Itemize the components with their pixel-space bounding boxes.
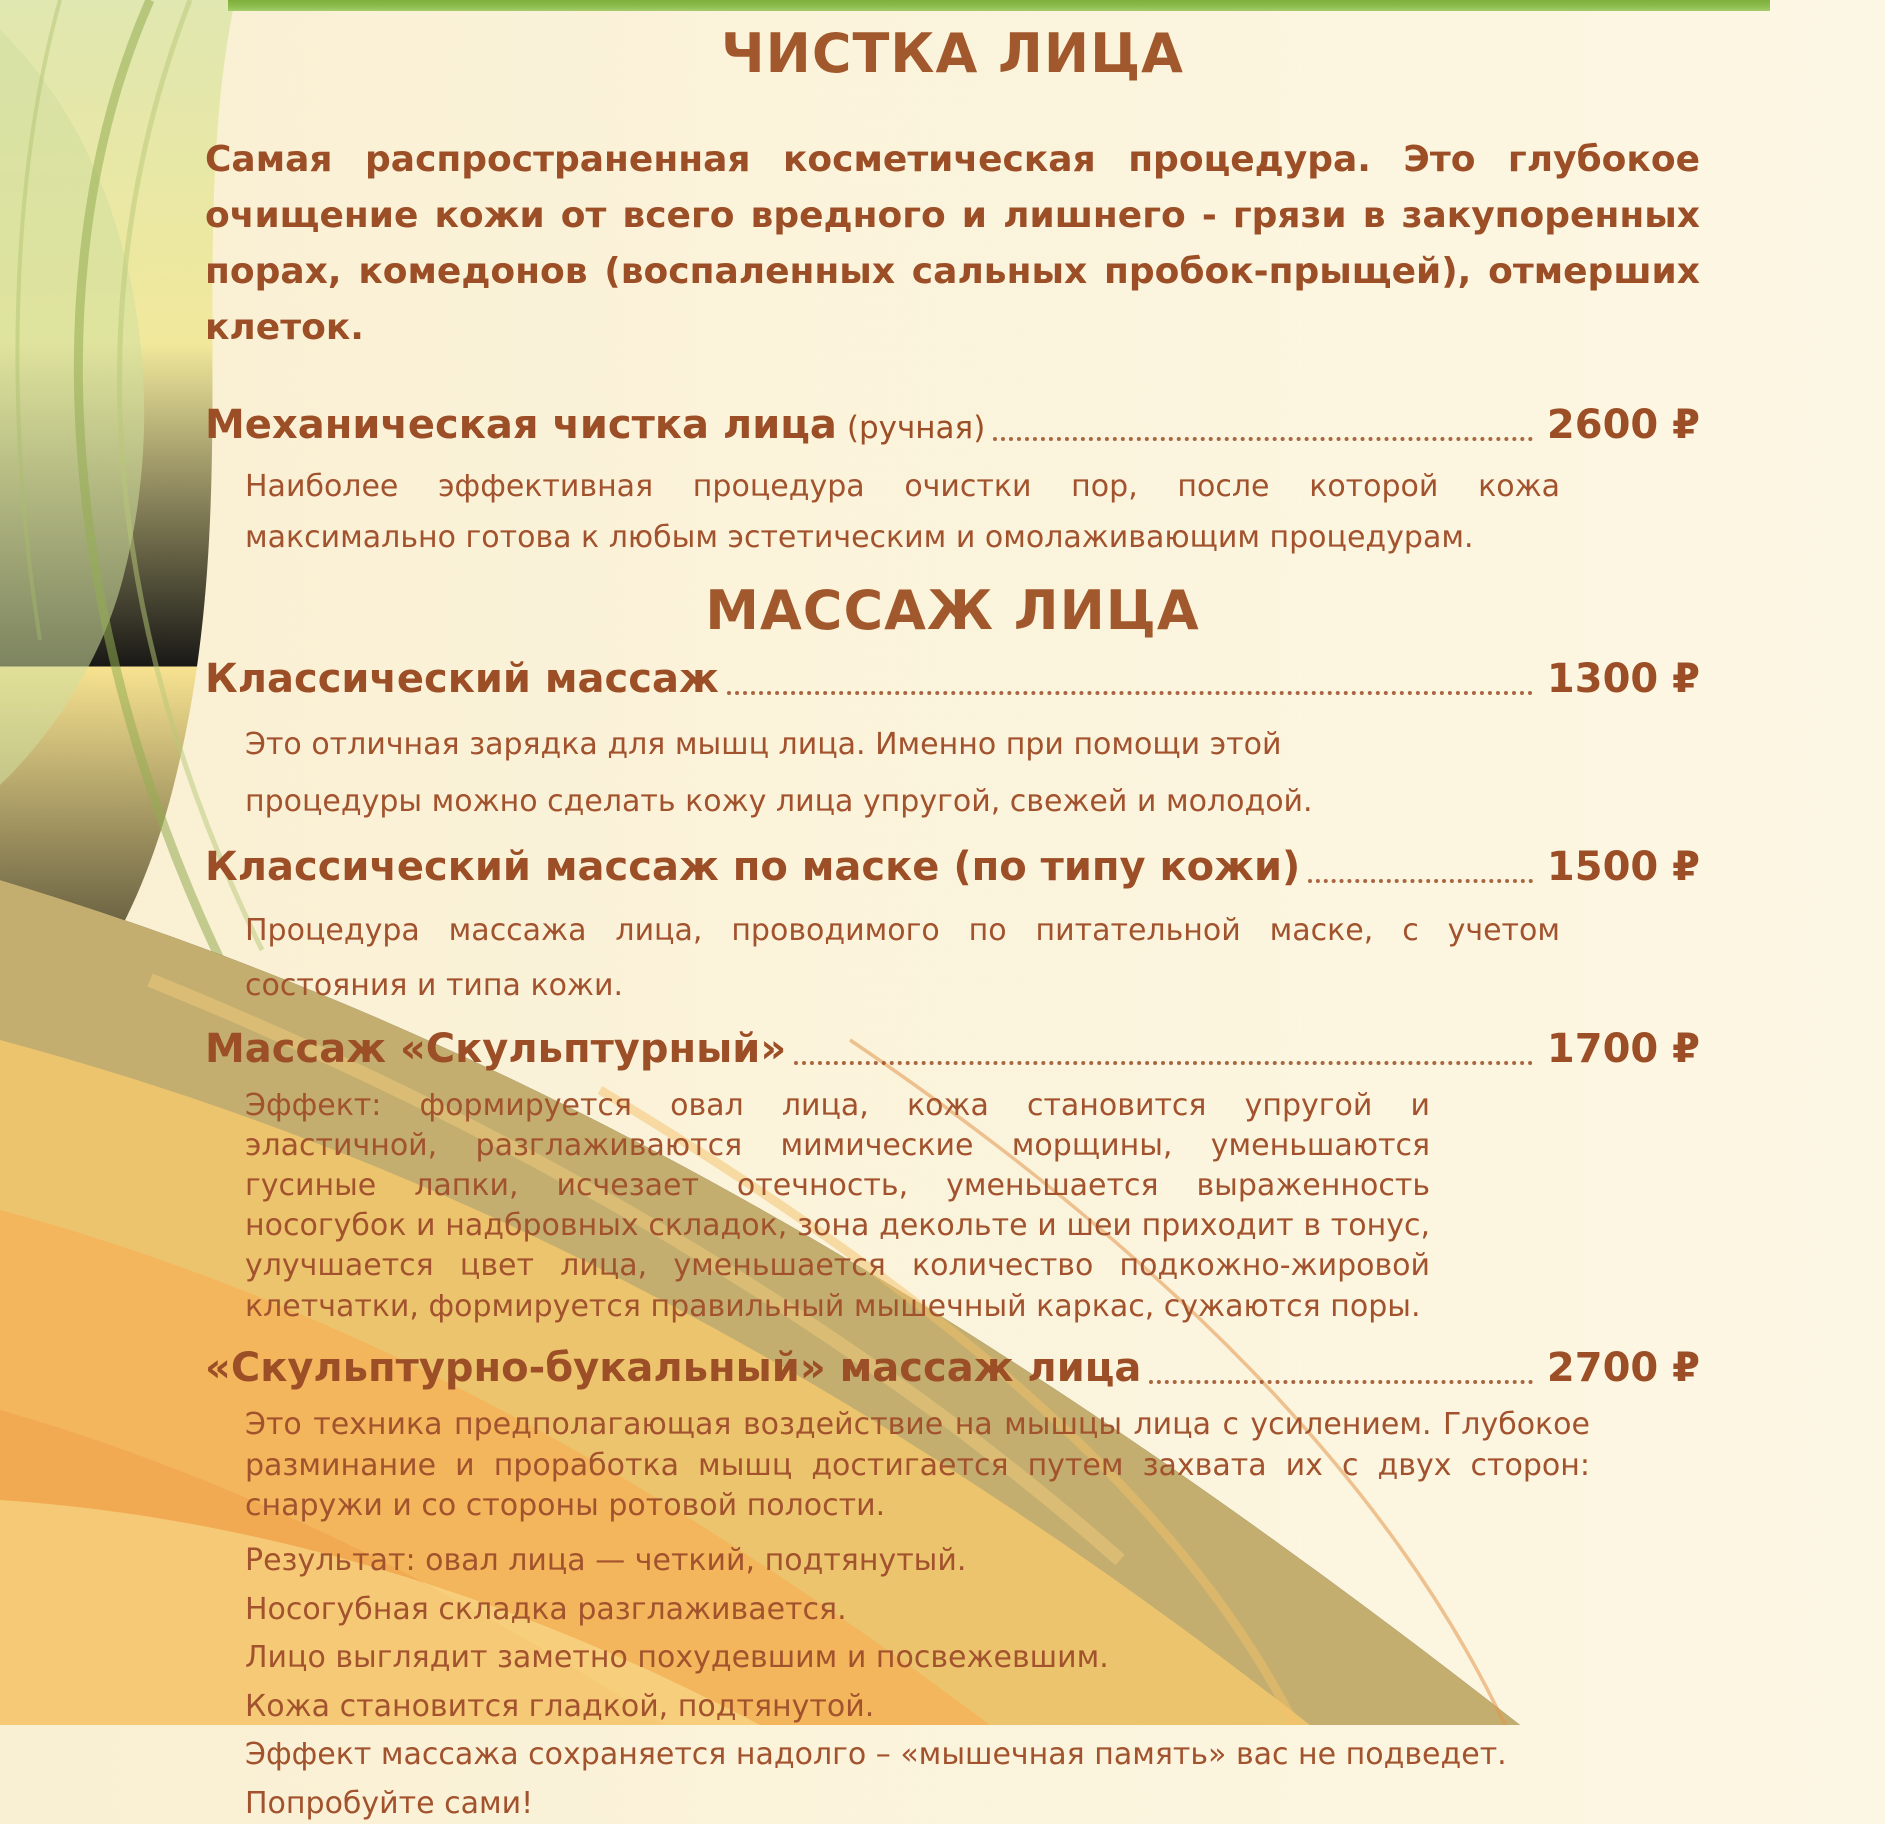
dotted-leader: [794, 1061, 1533, 1065]
item-name: «Скульптурно-букальный» массаж лица: [205, 1344, 1142, 1391]
item-description: Эффект: формируется овал лица, кожа становится упругой и эластичной, разглаживаются мимические морщины, уменьшаются гусиные лапки, исчезает отечность, уменьшается выраженность носогубок и надбровных складок, зона декольте и шеи приходит в тонус, улучшается цвет лица, уменьшается количество подкожно-жировой клетчатки, формируется правильный мышечный каркас, сужаются поры.: [245, 1087, 1430, 1324]
dotted-leader: [1149, 1380, 1533, 1384]
item-name: Массаж «Скульптурный»: [205, 1025, 787, 1072]
dotted-leader: [727, 691, 1533, 695]
item-price: 2700 ₽: [1546, 1344, 1700, 1391]
item-description: Это техника предполагающая воздействие на мышцы лица с усилением. Глубокое разминание и проработка мышц достигается путем захвата их с двух сторон: снаружи и со стороны ротовой полости.: [245, 1406, 1590, 1524]
item-description: Процедура массажа лица, проводимого по питательной маске, с учетом состояния и типа кожи.: [245, 913, 1560, 1003]
result-line: Носогубная складка разглаживается.: [245, 1591, 847, 1627]
top-green-bar: [228, 0, 1770, 11]
result-line: Результат: овал лица — четкий, подтянутый.: [245, 1543, 967, 1579]
item-price: 1700 ₽: [1546, 1025, 1700, 1072]
item-name: Классический массаж по маске (по типу кожи): [205, 844, 1301, 891]
item-price: 1300 ₽: [1546, 656, 1700, 703]
result-line: Лицо выглядит заметно похудевшим и посвежевшим.: [245, 1640, 1109, 1676]
item-description: Это отличная зарядка для мышц лица. Именно при помощи этой процедуры можно сделать кожу лица упругой, свежей и молодой.: [245, 727, 1313, 820]
section-intro-cleansing: Самая распространенная косметическая процедура. Это глубокое очищение кожи от всего вредного и лишнего - грязи в закупоренных порах, комедонов (воспаленных сальных пробок-прыщей), отмерших клеток.: [205, 138, 1700, 348]
result-line: Кожа становится гладкой, подтянутой.: [245, 1688, 875, 1724]
item-description: Наиболее эффективная процедура очистки пор, после которой кожа максимально готова к любым эстетическим и омолаживающим процедурам.: [245, 469, 1560, 555]
dotted-leader: [1308, 879, 1533, 883]
menu-item-classic-massage: [205, 654, 1700, 704]
menu-item-mechanical-cleansing: [205, 400, 1700, 450]
section-heading-massage: МАССАЖ ЛИЦА: [705, 578, 1200, 642]
item-name: Классический массаж: [205, 656, 719, 703]
item-price: 2600 ₽: [1546, 402, 1700, 449]
item-name: Механическая чистка лица: [205, 402, 837, 449]
menu-item-sculptural-buccal-massage: [205, 1343, 1700, 1393]
item-name-suffix: (ручная): [846, 410, 986, 447]
dotted-leader: [993, 437, 1533, 441]
item-result-lines: [205, 1541, 1700, 1824]
menu-item-sculptural-massage: [205, 1024, 1700, 1074]
item-price: 1500 ₽: [1546, 844, 1700, 891]
section-heading-cleansing: ЧИСТКА ЛИЦА: [721, 22, 1184, 85]
result-line: Попробуйте сами!: [245, 1786, 534, 1822]
menu-item-classic-massage-mask: [205, 842, 1700, 892]
result-line: Эффект массажа сохраняется надолго – «мышечная память» вас не подведет.: [245, 1737, 1507, 1773]
